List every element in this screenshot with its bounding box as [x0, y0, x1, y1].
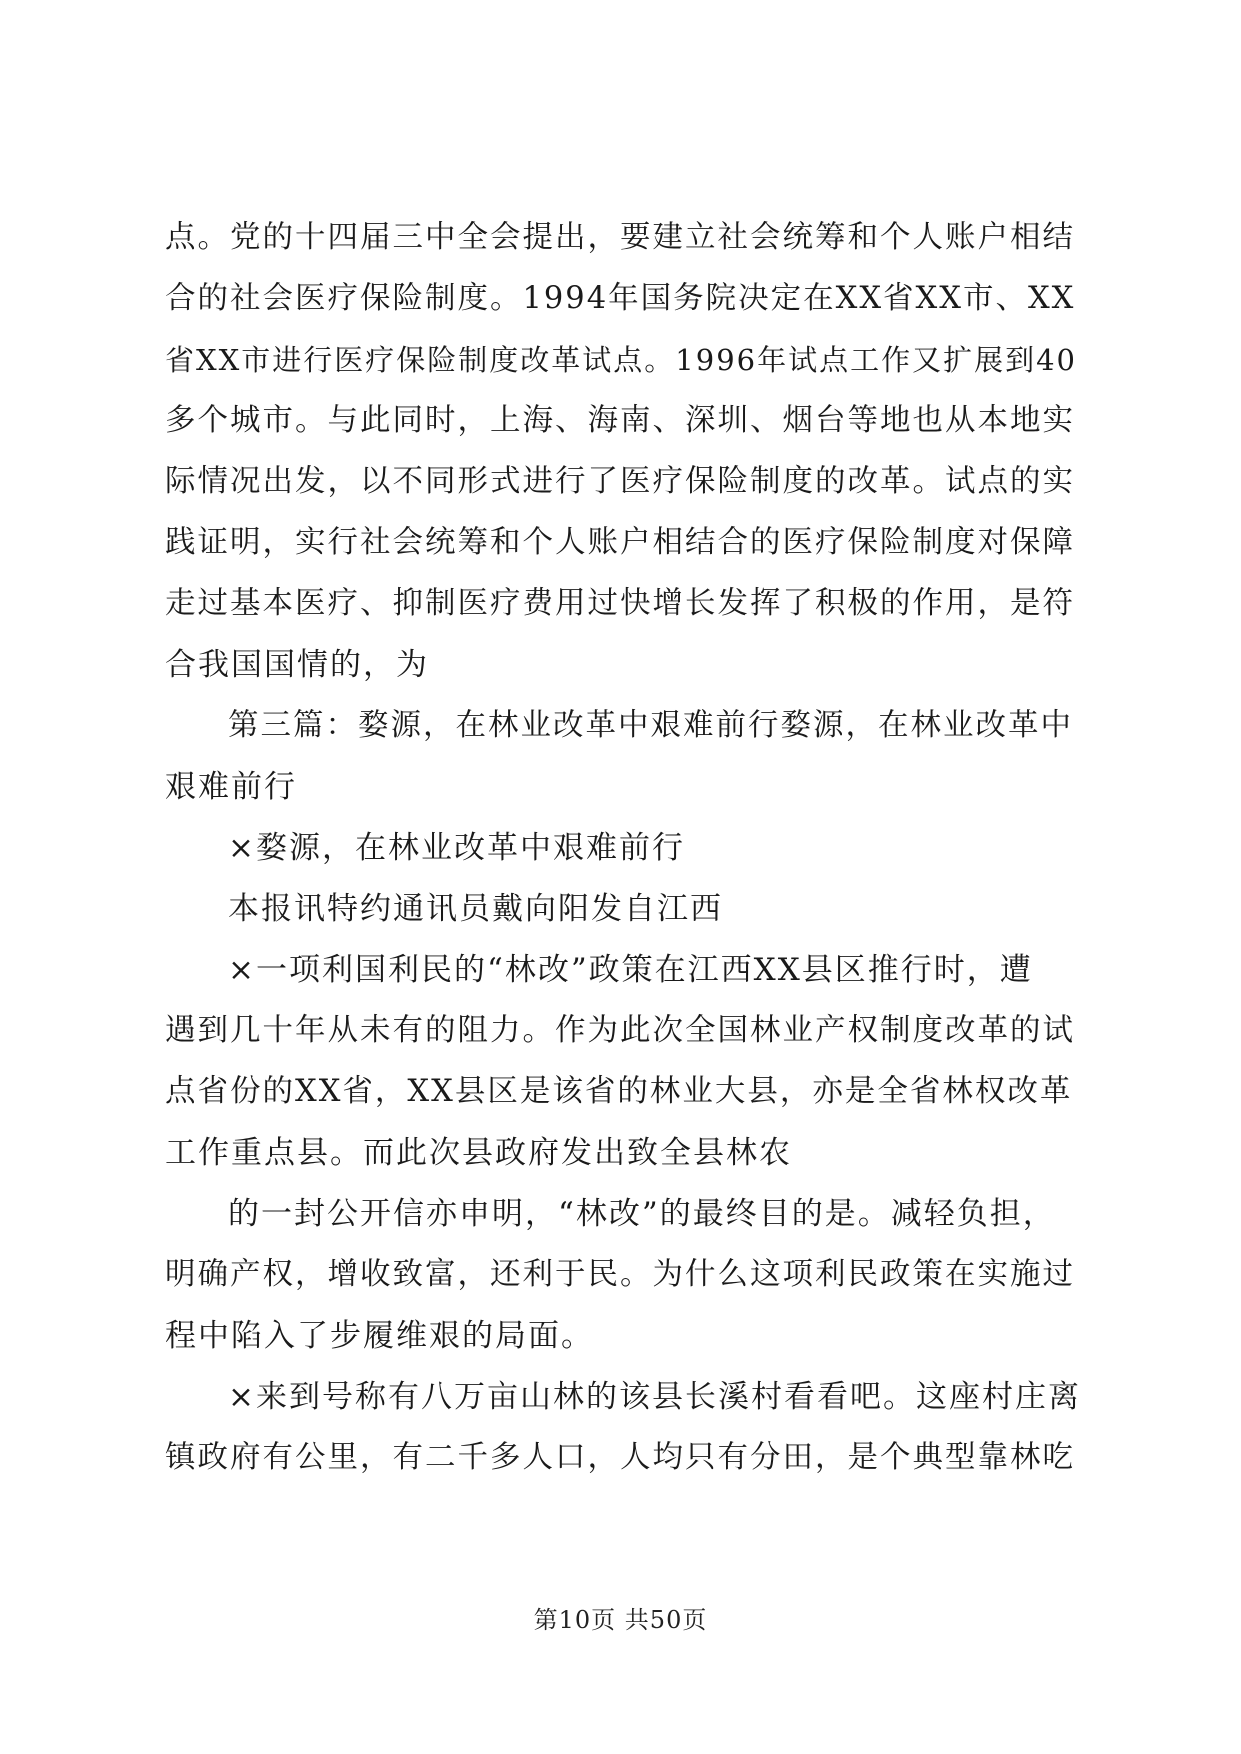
text-line: 走过基本医疗、抑制医疗费用过快增长发挥了积极的作用，是符: [165, 586, 1075, 621]
text-line: ×婺源，在林业改革中艰难前行: [228, 830, 685, 866]
text-line: 合我国国情的，为: [165, 647, 429, 683]
text-line: 的一封公开信亦申明，“林改”的最终目的是。减轻负担，: [228, 1196, 1056, 1232]
text-line: ×来到号称有八万亩山林的该县长溪村看看吧。这座村庄离: [228, 1379, 1081, 1415]
text-line: 省XX市进行医疗保险制度改革试点。1996年试点工作又扩展到40: [165, 343, 1077, 377]
text-line: 程中陷入了步履维艰的局面。: [165, 1318, 594, 1354]
text-line: 工作重点县。而此次县政府发出致全县林农: [165, 1135, 792, 1171]
text-line: 艰难前行: [165, 769, 297, 805]
text-line: 多个城市。与此同时，上海、海南、深圳、烟台等地也从本地实: [165, 403, 1075, 438]
text-line: 点。党的十四届三中全会提出，要建立社会统筹和个人账户相结: [165, 220, 1075, 255]
text-line: 本报讯特约通讯员戴向阳发自江西: [228, 891, 723, 927]
text-line: 践证明，实行社会统筹和个人账户相结合的医疗保险制度对保障: [165, 525, 1075, 560]
text-line: 合的社会医疗保险制度。1994年国务院决定在XX省XX市、XX: [165, 281, 1076, 316]
text-line: 点省份的XX省，XX县区是该省的林业大县，亦是全省林权改革: [165, 1074, 1073, 1109]
page-footer: 第10页 共50页: [533, 1606, 708, 1634]
text-line: 明确产权，增收致富，还利于民。为什么这项利民政策在实施过: [165, 1257, 1075, 1292]
text-line: 第三篇：婺源，在林业改革中艰难前行婺源，在林业改革中: [228, 708, 1073, 743]
text-line: 遇到几十年从未有的阻力。作为此次全国林业产权制度改革的试: [165, 1013, 1075, 1048]
text-line: ×一项利国利民的“林改”政策在江西XX县区推行时，遭: [228, 952, 1033, 988]
text-line: 镇政府有公里，有二千多人口，人均只有分田，是个典型靠林吃: [165, 1440, 1075, 1475]
text-line: 际情况出发，以不同形式进行了医疗保险制度的改革。试点的实: [165, 464, 1075, 499]
